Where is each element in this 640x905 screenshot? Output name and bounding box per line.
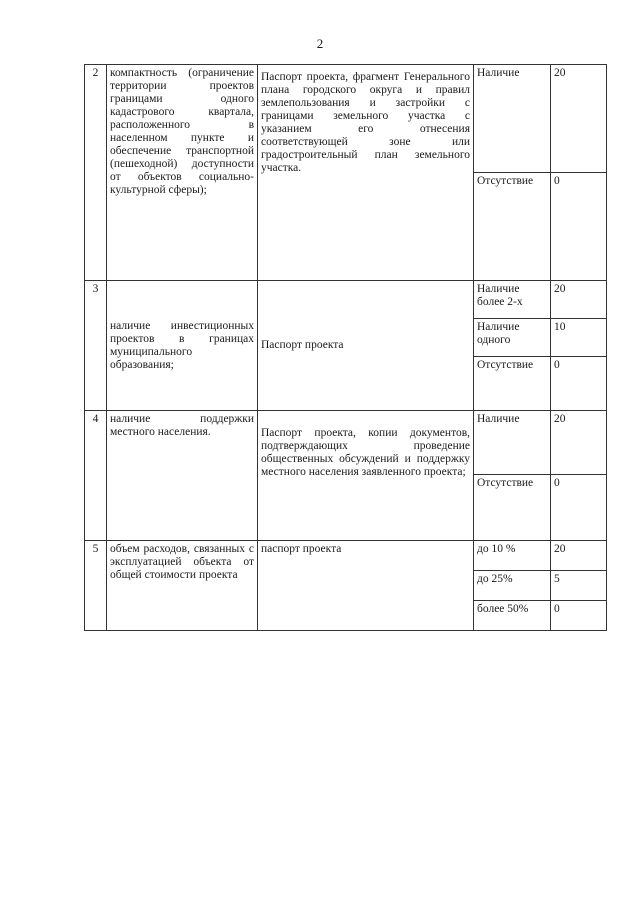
table-row [85, 281, 607, 319]
page-number: 2 [316, 36, 324, 51]
score-cell: 20 [551, 541, 607, 571]
score-cell: 20 [551, 281, 607, 319]
score-cell: 0 [551, 173, 607, 281]
table-row [85, 411, 607, 475]
criteria-table [84, 64, 607, 631]
documents-text: Паспорт проекта, фрагмент Генерального плана городского округа и правил землепользования и застройки с границами земельного участка с указанием его отнесения соответствующей зоне или градостроительный план земельного участка. [261, 71, 470, 174]
condition-cell: до 10 % [474, 541, 551, 571]
criterion-cell: наличие инвестиционных проектов в границах муниципального образования; [107, 281, 258, 411]
score-cell: 20 [551, 65, 607, 173]
condition-cell: Наличие [474, 411, 551, 475]
criterion-cell: наличие поддержки местного населения. [107, 411, 258, 541]
criterion-cell: объем расходов, связанных с эксплуатацией объекта от общей стоимости проекта [107, 541, 258, 631]
documents-cell [258, 411, 474, 541]
row-number: 4 [85, 411, 107, 541]
score-cell: 10 [551, 319, 607, 357]
documents-text: Паспорт проекта, копии документов, подтверждающих проведение общественных обсуждений и поддержку местного населения заявленного проекта; [261, 427, 470, 478]
condition-cell: более 50% [474, 601, 551, 631]
row-number: 3 [85, 281, 107, 411]
condition-cell: Отсутствие [474, 357, 551, 411]
row-number: 5 [85, 541, 107, 631]
condition-cell: Отсутствие [474, 475, 551, 541]
documents-cell: Паспорт проекта [258, 281, 474, 411]
condition-cell: Наличие более 2-х [474, 281, 551, 319]
score-cell: 0 [551, 475, 607, 541]
table-row [85, 541, 607, 571]
criterion-cell: компактность (ограничение территории проектов границами одного кадастрового квартала, расположенного в населенном пункте и обеспечение транспортной (пешеходной) доступности от объектов социально-культурной сферы); [107, 65, 258, 281]
condition-cell: Отсутствие [474, 173, 551, 281]
condition-cell: до 25% [474, 571, 551, 601]
score-cell: 20 [551, 411, 607, 475]
row-number: 2 [85, 65, 107, 281]
condition-cell: Наличие одного [474, 319, 551, 357]
documents-cell: паспорт проекта [258, 541, 474, 631]
score-cell: 5 [551, 571, 607, 601]
score-cell: 0 [551, 601, 607, 631]
documents-cell [258, 65, 474, 281]
score-cell: 0 [551, 357, 607, 411]
table-row [85, 65, 607, 173]
condition-cell: Наличие [474, 65, 551, 173]
